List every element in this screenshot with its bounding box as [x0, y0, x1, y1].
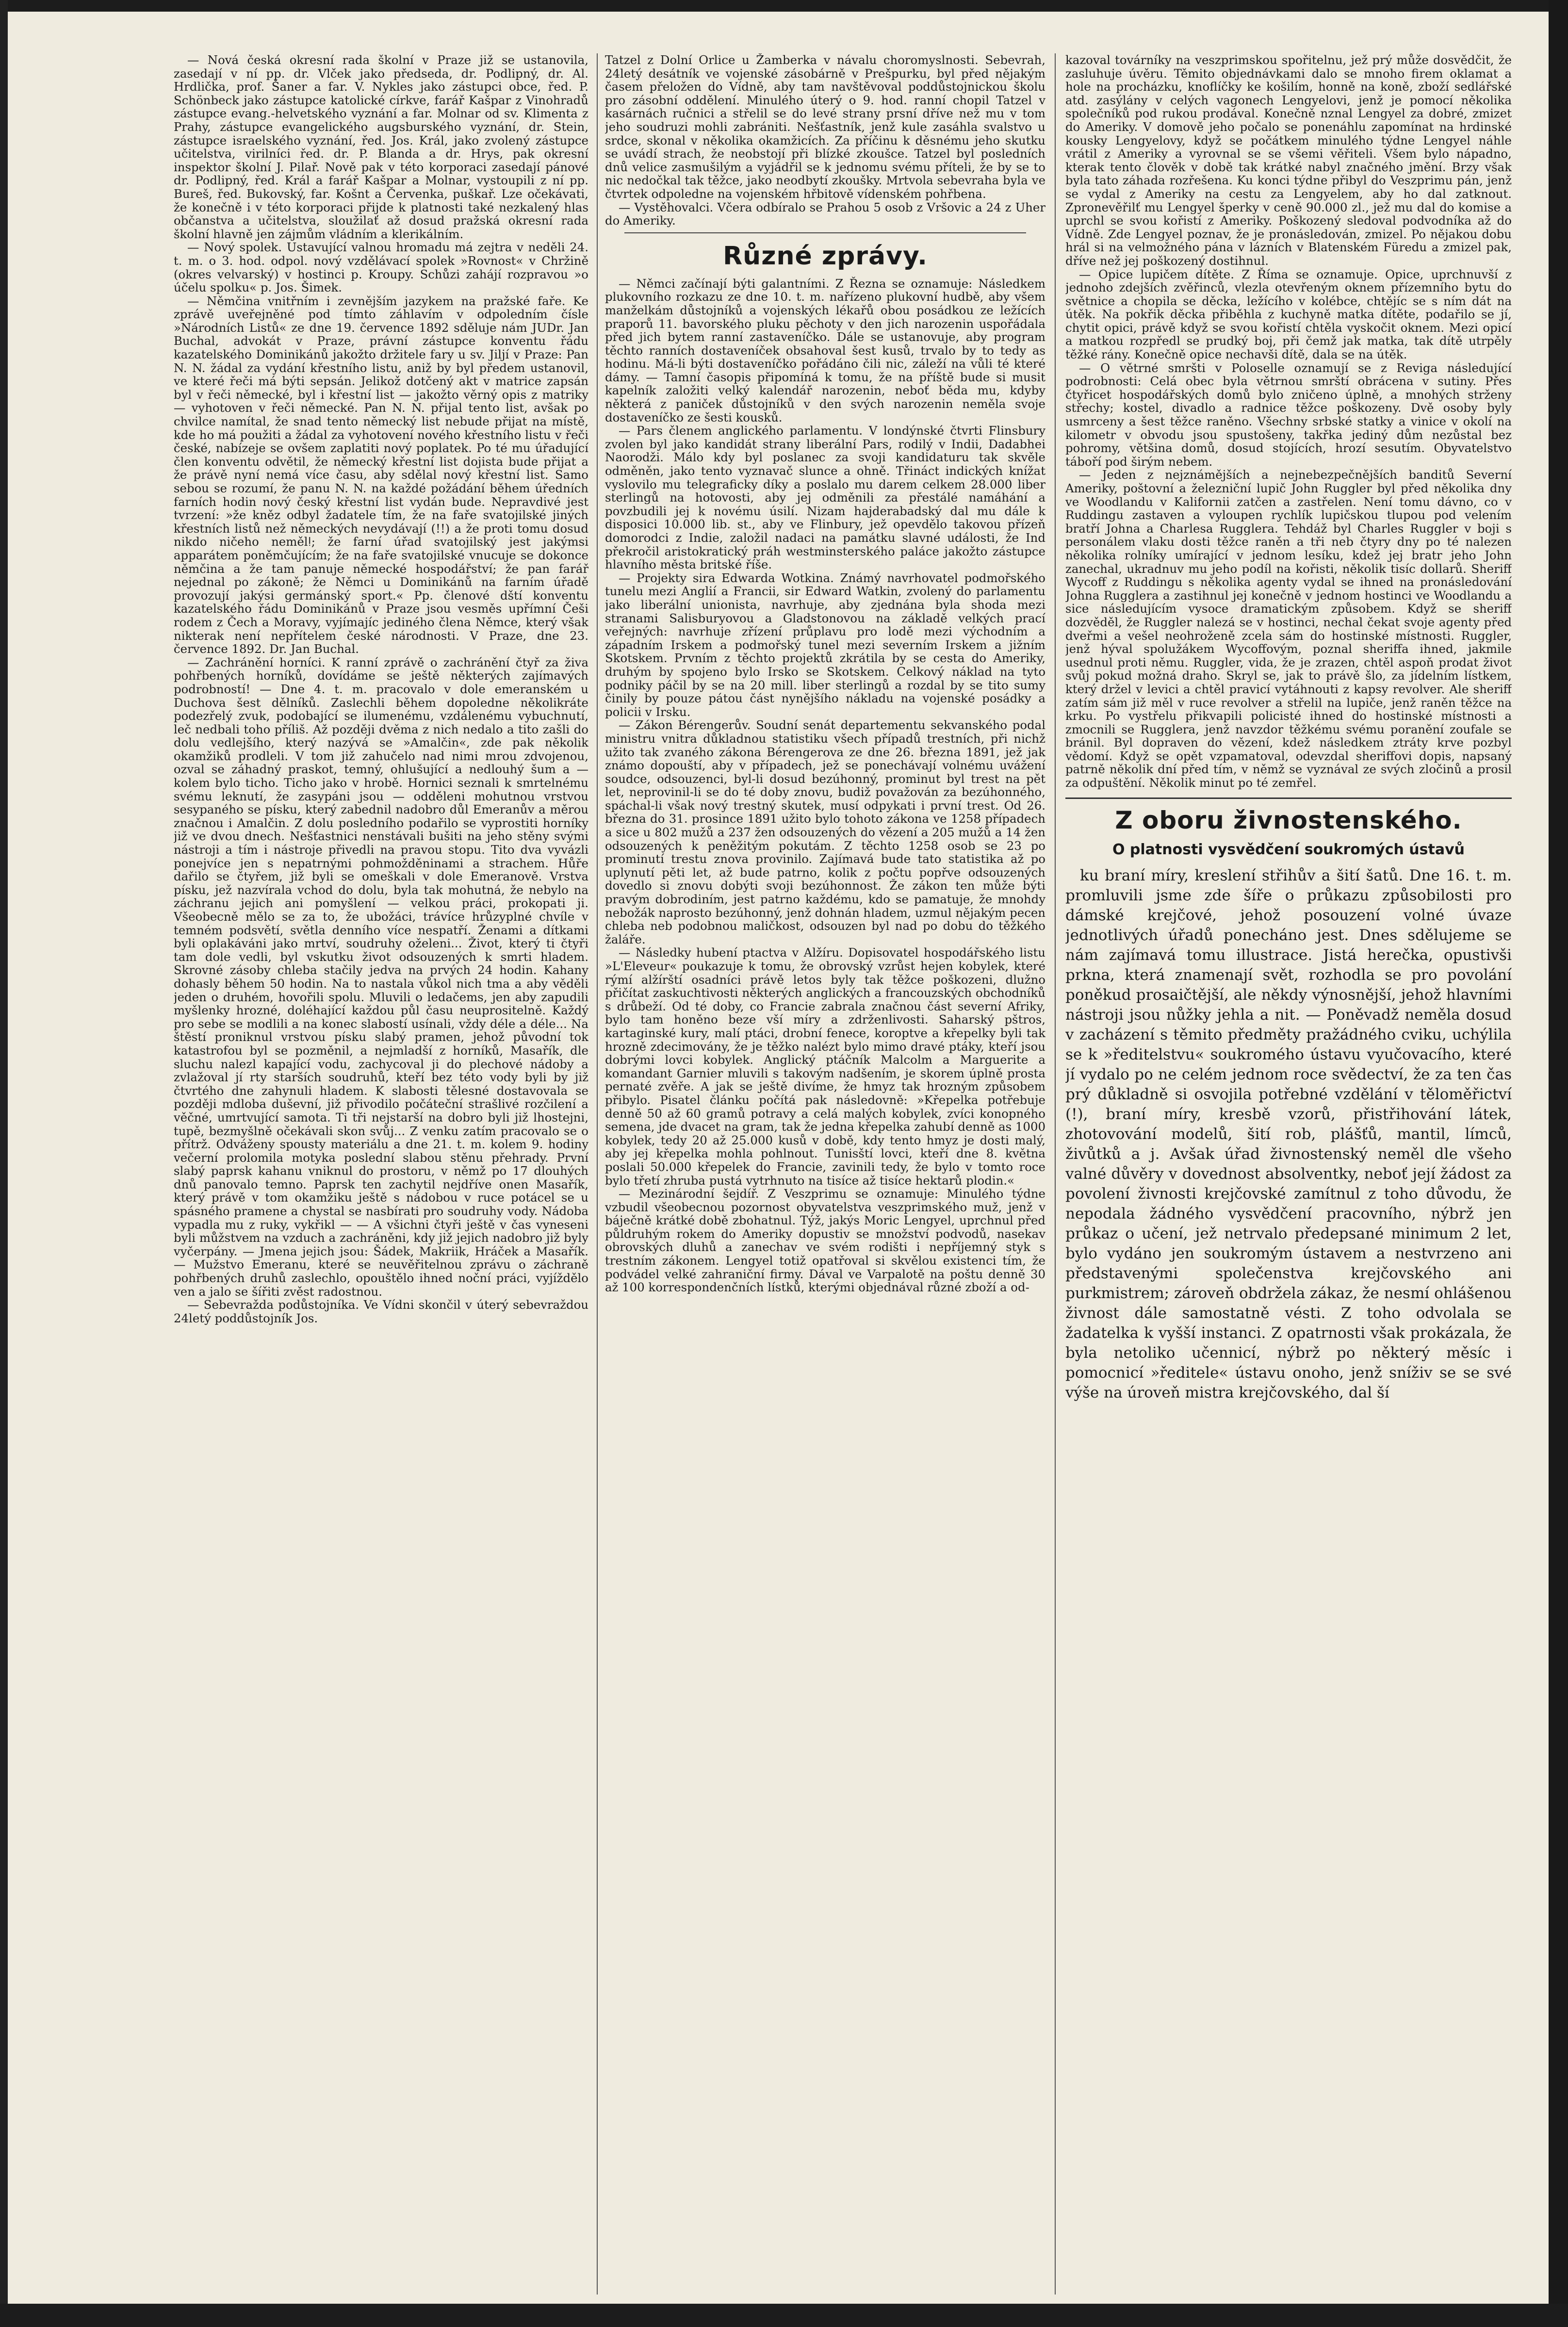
- column-rule-2: [1055, 53, 1056, 2294]
- article-sejdir-cont: kazoval továrníky na veszprimskou spořitelnu, jež prý může dosvědčit, že zasluhuje úvěru. Těmito objednávkami dalo se mnoho firem oklamat a hole na procházku, knoflíčky ke košilím, honně na koně, zboží sedlářské atd. zasýlány v celých vagonech Lengyelovi, jenž je pomocí několika společníků pod rukou prodával. Konečně nznal Lengyel za dobré, zmizet do Ameriky. V domově jeho počalo se ponenáhlu zapomínat na hrdinské kousky Lengyelovy, když se počátkem minulého týdne Lengyel náhle vrátil z Ameriky a vyrovnal se se všemi věřiteli. Všem bylo nápadno, kterak tento člověk v době tak krátké nabyl značného jmění. Brzy však byla tato záhada rozřešena. Ku konci týdne přibyl do Veszprimu pán, jenž se vydal z Ameriky na cestu za Lengyelem, aby ho dal zatknout. Zpronevěřilť mu Lengyel šperky v ceně 90.000 zl., jež mu dal do komise a uprchl se svou kořistí z Ameriky. Poškozený sledoval podvodníka až do Vídně. Zde Lengyel poznav, že je pronásledován, zmizel. Po nějakou dobu hrál si na velmožného pána v lázních v Blatenském Füredu a zmizel pak, dříve než jej poškozený dostihnul.: [1065, 53, 1512, 268]
- scan-border-bottom: [0, 2304, 1568, 2327]
- article-platnost-vysvedceni: ku braní míry, kreslení střihův a šití šatů. Dne 16. t. m. promluvili jsme zde šíře o průkazu způsobilosti pro dámské krejčové, jehož posouzení volné úvaze jednotlivých úřadů ponecháno jest. Dnes sdělujeme se nám zajímavá tomu illustrace. Jistá herečka, opustivši prkna, která znamenají svět, rozhodla se pro povolání poněkud prosaičtější, ale někdy výnosnější, jehož hlavními nástroji jsou nůžky jehla a nit. — Poněvadž neměla dosud v zacházení s těmito předměty pražádného cviku, uchýlila se k »ředitelstvu« soukromého ústavu vyučovacího, které jí vydalo po ne celém jednom roce svědectví, že za ten čas prý důkladně si osvojila potřebné vzdělání v těloměřictví (!), braní míry, kresbě vzorů, přistřihování látek, zhotovování modelů, šití rob, plášťů, mantil, límců, živůtků a j. Avšak úřad živnostenský neměl dle všeho valné důvěry v dovednost absolventky, neboť její žádost za povolení živnosti krejčovské zamítnul z toho důvodu, že nepodala žádného vysvědčení pracovního, nýbrž jen průkaz o učení, jež netrvalo předepsané minimum 2 let, bylo vydáno jen soukromým ústavem a nestvrzeno ani představenými společenstva krejčovského ani purkmistrem; zároveň obdržela zákaz, že nesmí ohlášenou živnost dále samostatně vésti. Z toho odvolala se žadatelka k vyšší instanci. Z opatrnosti však prokázala, že byla netoliko učennicí, nýbrž po některý měsíc i pomocnicí »ředitele« ústavu onoho, jenž sníživ se se své výše na úroveň mistra krejčovského, dal ší: [1065, 866, 1512, 1401]
- scan-border-top: [0, 0, 1568, 12]
- column-rule-1: [597, 53, 598, 2294]
- article-opice-lupic: — Opice lupičem dítěte. Z Říma se oznamuje. Opice, uprchnuvší z jednoho zdejších zvěřinců, vlezla otevřeným oknem přízemního bytu do světnice a chopila se děcka, ležícího v kolébce, chtějíc se s ním dát na útěk. Na pokřik děcka přiběhla z kuchyně matka dítěte, podařilo se jí, chytit opici, právě když se svou kořistí chtěla vyskočit oknem. Mezi opicí a matkou rozpředl se prudký boj, při čemž jak matka, tak dítě utrpěly těžké rány. Konečně opice nechavši dítě, dala se na útěk.: [1065, 267, 1512, 362]
- article-body-large: [1065, 866, 1512, 1403]
- section-heading-zivnostenske: Z oboru živnostenského.: [1065, 797, 1512, 835]
- column-2: [605, 53, 1045, 2294]
- article-bandita-ruggler: — Jeden z nejznámějších a nejnebezpečnějších banditů Severní Ameriky, poštovní a železniční lupič John Ruggler byl před několika dny ve Woodlandu v Kalifornii zatčen a zastřelen. Není tomu dávno, co v Ruddingu zastaven a vyloupen rychlík lupičskou tlupou pod velením bratří Johna a Charlesa Rugglera. Tehdáž byl Charles Ruggler v boji s personálem vlaku dosti těžce raněn a tři neb čtyry dny po té nalezen několika rolníky umírající v jednom lesíku, kdež jej bratr jeho John zanechal, ukradnuv mu jeho podíl na kořisti, několik tisíc dollarů. Sheriff Wycoff z Ruddingu s několika agenty vydal se ihned na pronásledování Johna Rugglera a zastihnul jej konečně v jednom hostinci ve Woodlandu a sice následujícím vysoce dramatickým způsobem. Když se sheriff dozvěděl, že Ruggler nalezá se v hostinci, nechal čekat svoje agenty před dveřmi a vešel neohroženě zcela sám do hostinské místnosti. Ruggler, jenž hýval spolužákem Wycoffovým, poznal sheriffa ihned, jakmile usednul proti němu. Ruggler, vida, že je zrazen, chtěl aspoň prodat život svůj pokud možná draho. Skryl se, jak to právě šlo, za jídelním lístkem, který držel v levici a chtěl pravicí vytáhnouti z kapsy revolver. Ale sheriff zatím sám již měl v ruce revolver a střelil na lupiče, jenž raněn těžce na krku. Po vystřelu přikvapili policisté ihned do hostinské místnosti a zmocnili se Rugglera, jenž navzdor těžkému svému poranění zoufale se bránil. Byl dopraven do vězení, kdež následkem ztráty krve pozbyl vědomí. Když se opět vzpamatoval, odevzdal sheriffovi dopis, napsaný patrně několik dní před tím, v němž se vyznával ze svých zločinů a prosil za odpuštění. Několik minut po té zemřel.: [1065, 468, 1512, 790]
- article-zakon-berenger: — Zákon Bérengerův. Soudní senát departementu sekvanského podal ministru vnitra důkladnou statistiku všech případů trestních, při nichž užito tak zvaného zákona Bérengerova ze dne 26. března 1891, jež jak známo dopouští, aby v případech, jež se ponechávají volnému uvážení soudce, odsouzenci, byl-li dosud bezúhonný, prominut byl trest na pět let, neprovinil-li se do té doby znovu, budiž považován za bezúhonného, spáchal-li však nový trestný skutek, musí odpykati i první trest. Od 26. března do 31. prosince 1891 užito bylo tohoto zákona ve 1258 případech a sice u 802 mužů a 237 žen odsouzených do vězení a 205 mužů a 14 žen odsouzených k peněžitým pokutám. Z těchto 1258 osob se 23 po prominutí trestu znova provinilo. Zajímavá bude tato statistika až po uplynutí pěti let, až bude patrno, kolik z počtu popřve odsouzených dovedlo si znovu dobýti svoji bezúhonnost. Že zákon ten může býti pravým dobrodiním, jest patrno každému, kdo se pamatuje, že mnohdy nebožák naprosto bezúhonný, jenž dohnán hladem, uzmul nějakým pecen chleba neb podobnou maličkost, odsouzen byl nad po dobu do těžkého žaláře.: [605, 718, 1045, 946]
- column-1: [174, 53, 588, 2294]
- article-vystehovalci: — Vystěhovalci. Včera odbíralo se Prahou 5 osob z Vršovic a 24 z Uher do Ameriky.: [605, 200, 1045, 228]
- article-sebevrazda-cont: Tatzel z Dolní Orlice u Žamberka v návalu choromyslnosti. Sebevrah, 24letý desátník ve vojenské zásobárně v Prešpurku, byl před nějakým časem přeložen do Vídně, aby tam navštěvoval poddůstojnickou školu pro zásobní oddělení. Minulého úterý o 9. hod. ranní chopil Tatzel v kasárnách ručnici a střelil se do levé strany prsní dříve než mu v tom jeho soudruzi mohli zabrániti. Nešťastník, jenž kule zasáhla svalstvo u srdce, skonal v několika okamžicích. Za příčinu k děsnému jeho skutku se uvádí strach, že neobstojí při blízké zkoušce. Tatzel byl posledních dnů velice zasmušilým a vyjádřil se k jednomu svému příteli, že by se to nic nedočkal tak těžce, jako neodbytí zkoušky. Mrtvola sebevraha byla ve čtvrtek odpoledne na vojenském hřbitově vídenském pohřbena.: [605, 53, 1045, 201]
- article-pars-parlament: — Pars členem anglického parlamentu. V londýnské čtvrti Flinsbury zvolen byl jako kandidát strany liberální Pars, rodilý v Indii, Dadabhei Naorodži. Málo kdy byl poslanec za svoji kandidaturu tak skvěle odměněn, jako tento vyznavač slunce a ohně. Třináct indických knížat vyslovilo mu telegraficky díky a poslalo mu darem celkem 28.000 liber sterlingů na hotovosti, aby jej odměnili za přestálé namáhání a povzbudili jej k novému úsilí. Nizam hajderabadský dal mu dále k disposici 10.000 lib. st., aby ve Flinbury, jež opevdělo takovou přízeň domorodci z Indie, založil nadaci na památku slavné události, že Ind překročil aristokratický práh westminsterského paláce jakožto zástupce hlavního města britské říše.: [605, 423, 1045, 572]
- article-vetrna-smrst: — O větrné smršti v Poloselle oznamují se z Reviga následující podrobnosti: Celá obec byla větrnou smrští obrácena v sutiny. Přes čtyřicet hospodářských domů bylo zničeno úplně, a mnohých strženy střechy; kostel, divadlo a radnice těžce poškozeny. Dvě osoby byly usmrceny a šest těžce raněno. Všechny srbské statky a vinice v okolí na kilometr v obvodu jsou spustošeny, takřka jediný dům nezůstal bez pohromy, většina domů, dosud stojících, hrozí sesutím. Obyvatelstvo táboří pod širým nebem.: [1065, 360, 1512, 469]
- scan-border-left: [0, 0, 8, 2327]
- section-divider: [624, 232, 1026, 233]
- article-zachraneni-hornici: — Zachránění horníci. K ranní zprávě o zachránění čtyř za živa pohřbených horníků, dovídáme se ještě některých zajímavých podrobností! — Dne 4. t. m. pracovalo v dole emeranském u Duchova šest dělníků. Zaslechli během dopoledne několikráte podezřelý zvuk, podobající se ilumenému, vzdálenému vybuchnutí, leč nedbali toho příliš. Až později dvěma z nich nedalo a tito zašli do dolu vedlejšího, který nazývá se »Amalčin«, zde pak několik okamžiků prodleli. V tom již zahučelo nad nimi mrou zdvojenou, ozval se záhadný praskot, temný, ohlušující a nedlouhý šum a — kolem bylo ticho. Ticho jako v hrobě. Hornici seznali k smrtelnému svému leknutí, že zasypáni jsou — odděleni mohutnou vrstvou sesypaného se písku, který zabednil nadobro důl Emeranův a měrou značnou i Amalčin. Z dolu posledního podařilo se vyprostiti horníky již ve dvou dnech. Nešťastnici nenstávali bušiti na jeho stěny svými nástroji a tím i nástroje přivedli na pravou stopu. Tito dva vyvázli ponejvíce jen s nepatrnými pohmožděninami a strachem. Hůře dařilo se čtyřem, již byli se omeškali v dole Emeranově. Vrstva písku, jež nazvírala vchod do dolu, byla tak mohutná, že nebylo na záchranu jejich ani pomyšlení — velkou práci, prokopati ji. Všeobecně mělo se za to, že ubožáci, trávíce hrůzyplné chvíle v temném podsvětí, světla denního více nespatří. Ženami a dítkami byli oplakáváni jako mrtví, soudruhy oželeni... Život, který ti čtyři tam dole vedli, byl vskutku život odsouzených k smrti hladem. Skrovné zásoby chleba stačily jedva na prvých 24 hodin. Kahany dohasly během 50 hodin. Na to nastala vůkol nich tma a aby věděli jeden o druhém, hovořili spolu. Mluvili o ledačems, jen aby zapudili myšlenky hrozné, doléhající každou půl času neuprositelně. Každý pro sebe se modlili a na konec slabostí usínali, vždy déle a déle... Na štěstí proniknul vrstvou písku slabý pramen, jehož původní tok katastrofou byl se pozměnil, a nejmladší z horníků, Masařík, dle sluchu nalezl kapající vodu, zachycoval ji do plechové nádoby a zvlažoval jí rty starších soudruhů, kteří bez této vody byli by již čtvrtého dne zahynuli hladem. K slabosti tělesné dostavovala se později mdloba duševní, již přivodilo počáteční strašlivé rozčilení a věčné, umrtvující samota. Ti tři nejstarší na dobro byli již lhostejni, tupě, bezmyšlně očekávali skon svůj... Z venku zatím pracovalo se o přítrž. Odváženy spousty materiálu a dne 21. t. m. kolem 9. hodiny večerní prolomila motyka poslední slabou stěnu přehrady. První slabý paprsk kahanu vniknul do prostoru, v němž po 17 dlouhých dnů panovalo temno. Paprsk ten zachytil nejdříve onen Masařík, který právě v tom okamžiku ještě s nádobou v ruce potácel se u spásného pramene a chystal se nasbírati pro soudruhy vody. Nádoba vypadla mu z ruky, vykřikl — — A všichni čtyři ještě v čas vyneseni byli můžstvem na vzduch a zachráněni, kdy již jejich nadobro již byly vyčerpány. — Jmena jejich jsou: Šádek, Makriik, Hráček a Masařík. — Mužstvo Emeranu, které se neuvěřitelnou zprávu o záchraně pohřbených druhů zaslechlo, opouštělo ihned noční práci, vyjíždělo ven a jalo se šířiti zvěst radostnou.: [174, 655, 588, 1299]
- article-nemcina-na-fare: — Němčina vnitřním i zevnějším jazykem na pražské faře. Ke zprávě uveřejněné pod tímto záhlavím v odpoledním čísle »Národních Listů« ze dne 19. července 1892 sděluje nám JUDr. Jan Buchal, advokát v Praze, právní zástupce konventu řádu kazatelského Dominikánů jakožto držitele fary u sv. Jiljí v Praze: Pan N. N. žádal za vydání křestního listu, aniž by byl předem ustanovil, ve které řeči má býti sepsán. Jelikož dotčený akt v matrice zapsán byl v řeči německé, byl i křestní list — jakožto věrný opis z matriky — vyhotoven v řeči německé. Pan N. N. přijal tento list, avšak po chvilce namítal, že snad tento německý list nebude přijat na místě, kde ho má použiti a žádal za vyhotovení nového křestního listu v řeči české, nabízeje se ovšem zaplatiti nový poplatek. Po té mu úřadující člen konventu odvětil, že německý křestní list dojista bude přijat a že právě nyní nemá více času, aby sdělal nový křestní list. Samo sebou se rozumí, že panu N. N. na každé požádání během úředních farních hodin nový český křestní list vydán bude. Nepravdivé jest tvrzení: »že kněz odbyl žadatele tím, že na faře svatojilské jiných křestních listů než německých nevydávají (!!) a že proti tomu dosud nikdo ničeho nemělǃ; že farní úřad svatojilský jest jakýmsi apparátem poněmčujícím; že na faře svatojilské vnucuje se dokonce němčina a že tam panuje německé hospodářství; že pan farář nejednal po zákoně; že Němci u Dominikánů na farním úřadě provozují jakýsi germánský sport.« Pp. členové dští konventu kazatelského řádu Dominikánů v Praze jsou vesměs upřímní Češi rodem z Čech a Moravy, vyjímajíc jediného člena Němce, který však nikterak není nepřítelem české národnosti. V Praze, dne 23. července 1892. Dr. Jan Buchal.: [174, 293, 588, 656]
- article-novy-spolek: — Nový spolek. Ustavující valnou hromadu má zejtra v neděli 24. t. m. o 3. hod. odpol. nový vzdělávací spolek »Rovnost« v Chržině (okres velvarský) v hostinci p. Kroupy. Schůzi zahájí rozpravou »o účelu spolku« p. Jos. Šimek.: [174, 240, 588, 295]
- article-okresni-rada: — Nová česká okresní rada školní v Praze již se ustanovila, zasedají v ní pp. dr. Vlček jako předseda, dr. Podlipný, dr. Al. Hrdlička, prof. Šaner a far. V. Nykles jako zástupci obce, řed. P. Schönbeck jako zástupce katolické církve, farář Kašpar z Vinohradů zástupce evang.-helvetského vyznání a far. Molnar od sv. Klimenta z Prahy, zástupce evangelického augsburského vyznání, dr. Stein, zástupce israelského vyznání, řed. Jos. Král, jako zvolený zástupce učitelstva, virilníci řed. dr. P. Blanda a dr. Hrys, pak okresní inspektor školní J. Pilař. Nově pak v této korporaci zasedají pánové dr. Podlipný, řed. Král a farář Kašpar a Molnar, vystoupili z ní pp. Bureš, řed. Bukovský, far. Košnt a Červenka, puškař. Lze očekávati, že konečně i v této korporaci přijde k platnosti také nezkalený hlas občanstva a učitelstva, sloužilať až dosud pražská okresní rada školní hlavně jen zájmům vládním a klerikálním.: [174, 53, 588, 241]
- section-heading-ruzne-zpravy: Různé zprávy.: [723, 241, 928, 271]
- article-hubeni-ptactva: — Následky hubení ptactva v Alžíru. Dopisovatel hospodářského listu »L'Eleveur« poukazuje k tomu, že obrovský vzrůst hejen kobylek, které rýmí alžírští osadníci právě letos byly tak těžce poškozeni, dlužno přičítat zaskuchtivosti některých anglických a francouzských obchodníků s drůbeží. Od té doby, co Francie zabrala značnou část severní Afriky, bylo tam honěno beze vší míry a zdrženlivosti. Saharský pštros, kartaginské kury, malí ptáci, drobní fenece, koroptve a křepelky byli tak hrozně zdecimovány, že je těžko nalézt bylo mimo dravé ptáky, kteří jsou dobrými lovci kobylek. Anglický ptáčník Malcolm a Marguerite a komandant Garnier mluvili s takovým nadšením, je skorem úplně prosta pernaté zvěře. A jak se ještě divíme, že hmyz tak hrozným způsobem přibylo. Pisatel článku počítá pak následovně: »Křepelka potřebuje denně 50 až 60 gramů potravy a celá malých kobylek, zvíci konopného semena, jde dvacet na gram, tak že jedna křepelka zahubí denně as 1000 kobylek, tedy 20 až 25.000 kusů v době, kdy tento hmyz je dosti malý, aby jej křepelka mohla pohlnout. Tunisští lovci, kteří dne 8. května poslali 50.000 křepelek do Francie, zavinili tedy, že bylo v tomto roce bylo třetí zhruba pustá vytrhnuto na tisíce až tisíce hektarů plodin.«: [605, 945, 1045, 1188]
- scan-border-right: [1549, 0, 1568, 2327]
- article-title-platnost-vysvedceni: O platnosti vysvědčení soukromých ústavů: [1112, 841, 1465, 858]
- article-projekty-watkin: — Projekty sira Edwarda Wotkina. Známý navrhovatel podmořského tunelu mezi Anglií a Francii, sir Edward Watkin, zvolený do parlamentu jako liberální unionista, navrhuje, aby zjednána byla shoda mezi stranami Salisburyovou a Gladstonovou na základě velkých prací veřejných: navrhuje zřízení průplavu pro lodě mezi východním a západním Irskem a podmořský tunel mezi severním Irskem a jižním Skotskem. Prvním z těchto projektů zkrátila by se cesta do Ameriky, druhým by spojeno bylo Irsko se Skotskem. Celkový náklad na tyto podniky páčil by se na 20 mill. liber sterlingů a rozdal by se tito sumy činily by pouze pátou část nynějšího nákladu na vojenské posádky a policii v Irsku.: [605, 570, 1045, 719]
- article-sebevrazda-start: — Sebevražda podůstojníka. Ve Vídni skončil v úterý sebevraždou 24letý poddůstojník Jos.: [174, 1298, 588, 1325]
- article-mezinarodni-sejdir: — Mezinárodní šejdíř. Z Veszprimu se oznamuje: Minulého týdne vzbudil všeobecnou pozornost obyvatelstva veszprimského muž, jenž v báječně krátké době zbohatnul. Týž, jakýs Moric Lengyel, uprchnul před půldruhým rokem do Ameriky dopustiv se množství podvodů, nasekav obrovských dluhů a zanechav ve svém rodišti i nepříjemný styk s trestním zákonem. Lengyel totiž opatřoval si skvělou existenci tím, že podvádel velké zahraniční firmy. Dával ve Varpalotě na poštu denně 30 až 100 korrespondenčních lístků, kterými objednával různé zboží a od-: [605, 1187, 1045, 1295]
- column-3: [1065, 53, 1512, 2294]
- article-nemci-galantni: — Němci začínají býti galantními. Z Řezna se oznamuje: Následkem plukovního rozkazu ze dne 10. t. m. nařízeno plukovní hudbě, aby všem manželkám důstojníků a vojenských lékařů obou posádkou ze ležících praporů 11. bavorského pluku pěchoty v den jich narozenin uspořádala před jich bytem ranní zastaveníčko. Dále se ustanovuje, aby program těchto ranních dostaveníček obsahoval šest kusů, trvalo by to tedy as hodinu. Má-li býti dostaveníčko pořádáno čili nic, záleží na vůli té které dámy. — Tamní časopis připomíná k tomu, že na příště bude si musit kapelník založiti velký kalendář narozenin, neboť běda mu, kdyby některá z paniček důstojníků v den svých narozenin neměla svoje dostaveníčko ze šesti kousků.: [605, 276, 1045, 424]
